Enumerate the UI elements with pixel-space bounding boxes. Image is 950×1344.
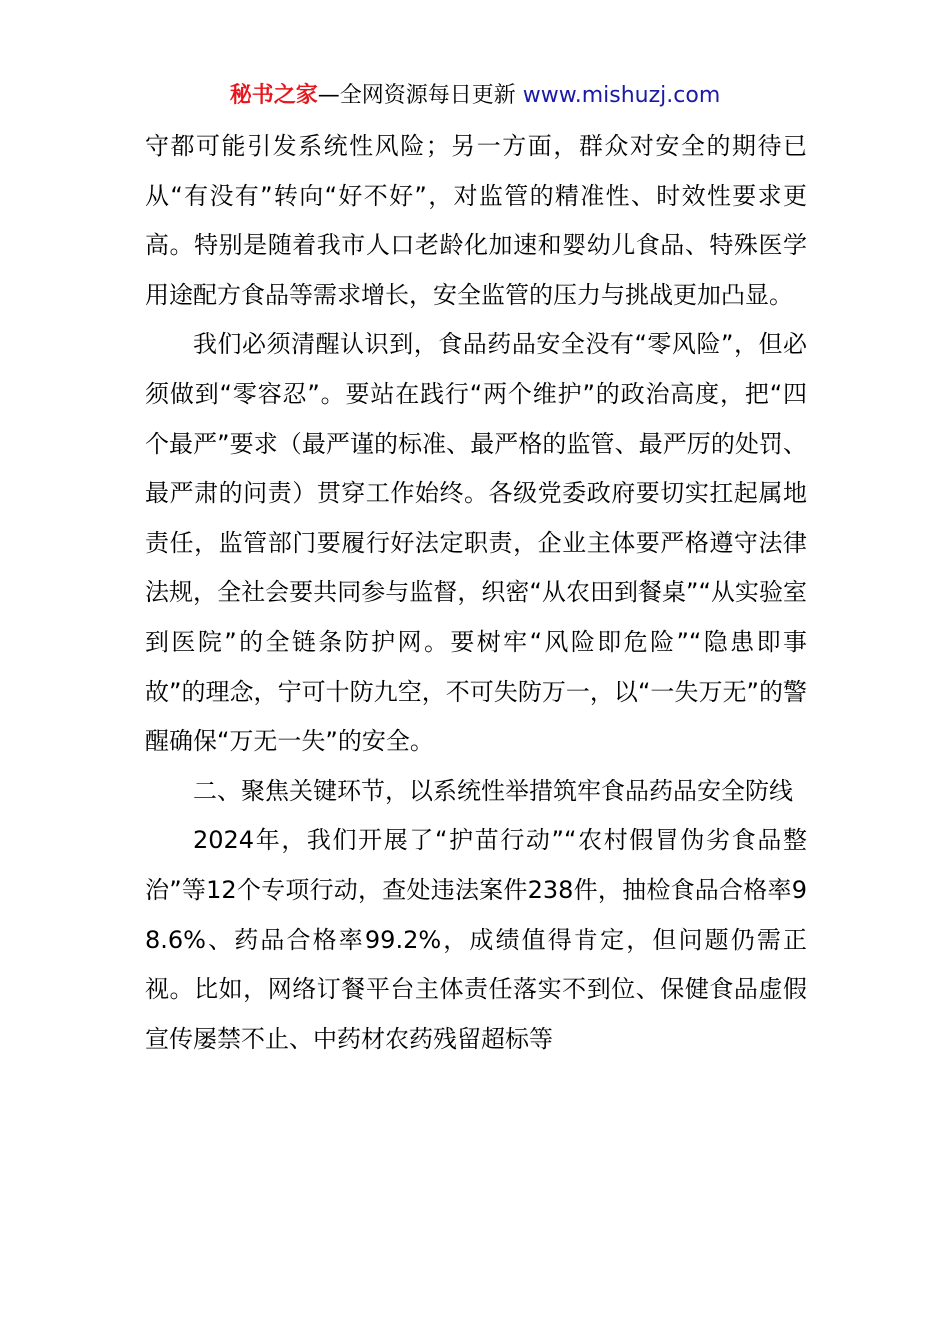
page-header	[0, 80, 950, 112]
header-brand: 秘书之家	[229, 83, 318, 108]
paragraph-zero-tolerance: 我们必须清醒认识到，食品药品安全没有“零风险”，但必须做到“零容忍”。要站在践行“两个维护”的政治高度，把“四个最严”要求（最严谨的标准、最严格的监管、最严厉的处罚、最严肃的问责）贯穿工作始终。各级党委政府要切实扛起属地责任，监管部门要履行好法定职责，企业主体要严格遵守法律法规，全社会要共同参与监督，织密“从农田到餐桌”“从实验室到医院”的全链条防护网。要树牢“风险即危险”“隐患即事故”的理念，宁可十防九空，不可失防万一，以“一失万无”的警醒确保“万无一失”的安全。	[145, 330, 807, 756]
header-url-link[interactable]: www.mishuzj.com	[522, 83, 721, 108]
section-heading-two: 二、聚焦关键环节，以系统性举措筑牢食品药品安全防线	[193, 776, 793, 805]
document-body	[145, 122, 807, 1064]
paragraph-2024-actions: 2024年，我们开展了“护苗行动”“农村假冒伪劣食品整治”等12个专项行动，查处违法案件238件，抽检食品合格率98.6%、药品合格率99.2%，成绩值得肯定，但问题仍需正视。比如，网络订餐平台主体责任落实不到位、保健食品虚假宣传屡禁不止、中药材农药残留超标等	[145, 826, 807, 1053]
paragraph-continuation: 守都可能引发系统性风险；另一方面，群众对安全的期待已从“有没有”转向“好不好”，对监管的精准性、时效性要求更高。特别是随着我市人口老龄化加速和婴幼儿食品、特殊医学用途配方食品等需求增长，安全监管的压力与挑战更加凸显。	[145, 132, 807, 309]
header-tagline: —全网资源每日更新	[317, 83, 516, 108]
